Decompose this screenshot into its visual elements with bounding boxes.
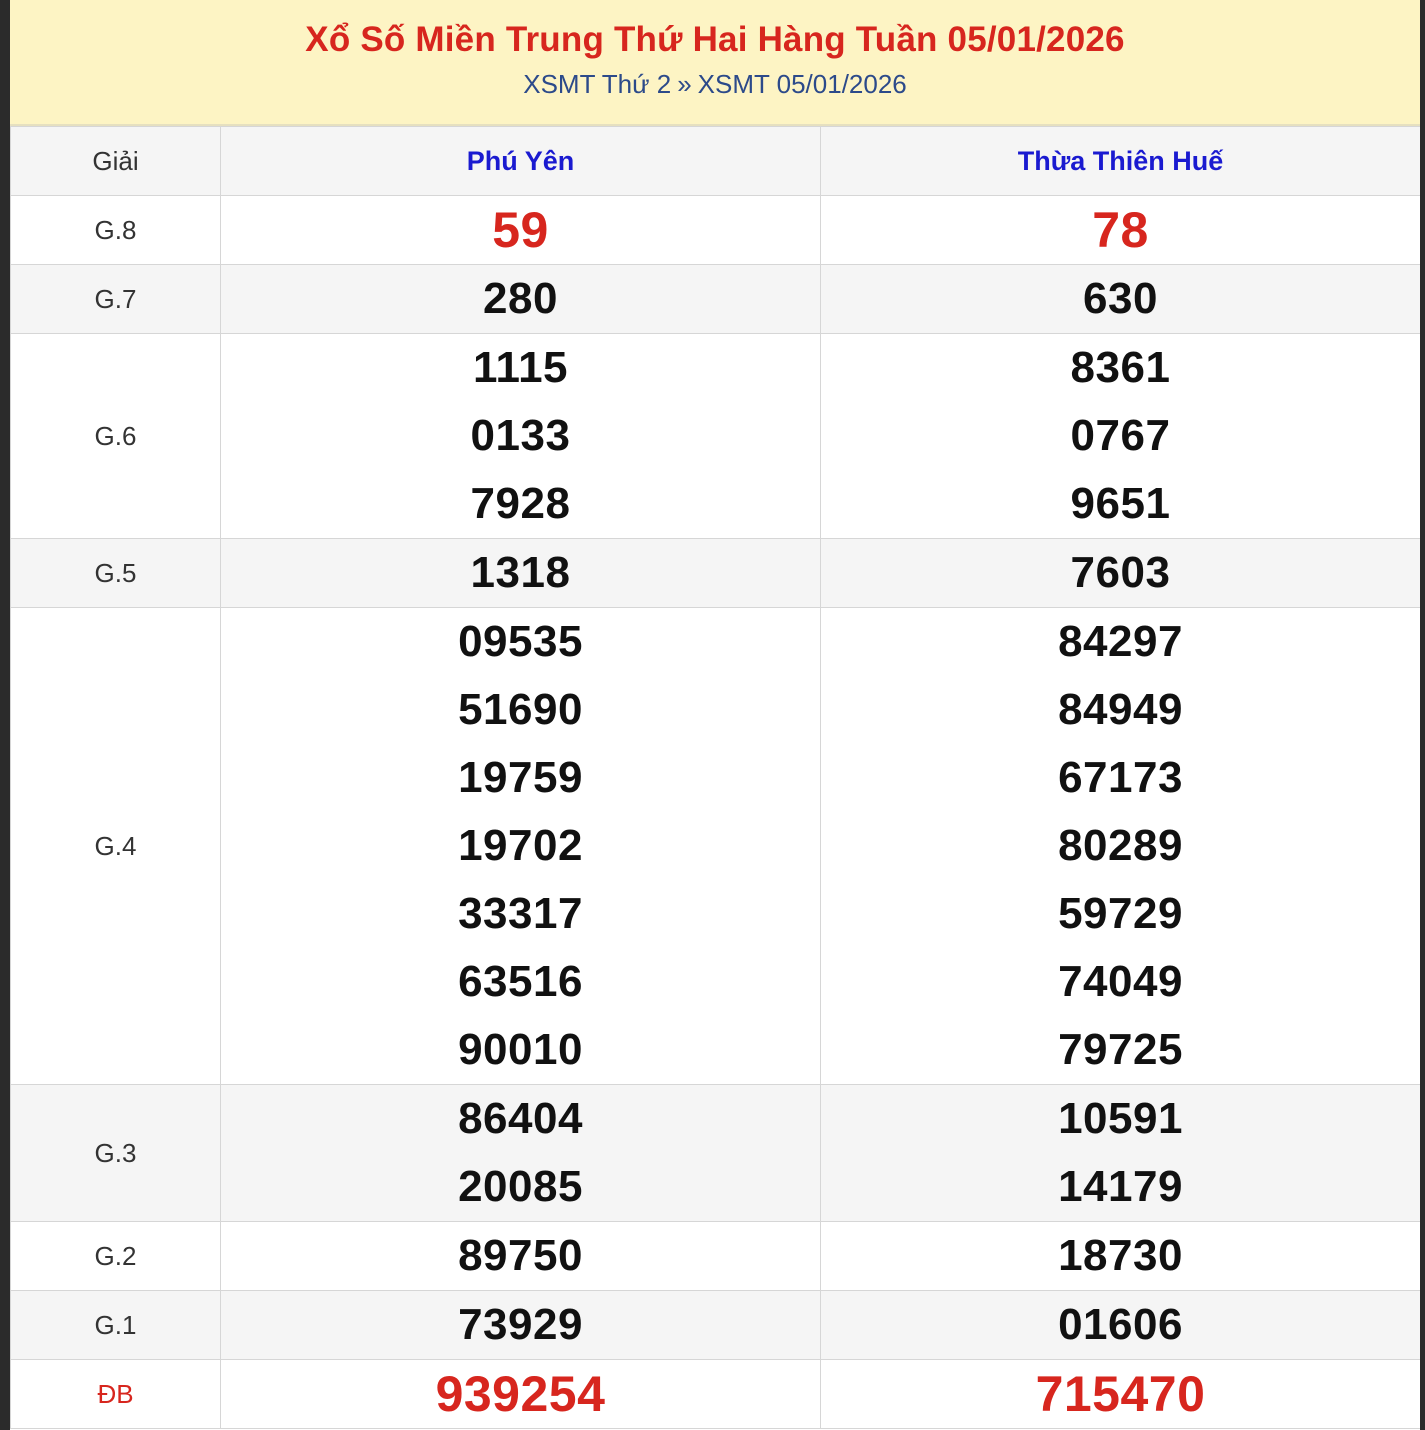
prize-label: G.3 (11, 1085, 221, 1222)
result-number: 84297 (1058, 617, 1183, 666)
result-cell (821, 265, 1421, 334)
breadcrumb-separator: » (677, 69, 692, 99)
result-cell (821, 196, 1421, 265)
result-number: 78 (1092, 202, 1149, 258)
result-cell (821, 539, 1421, 608)
table-header-row (11, 127, 1421, 196)
province-header-thua-thien-hue[interactable]: Thừa Thiên Huế (821, 127, 1421, 196)
table-row-g8 (11, 196, 1421, 265)
prize-label: G.5 (11, 539, 221, 608)
result-number: 84949 (1058, 685, 1183, 734)
result-cell (821, 1291, 1421, 1360)
results-table (10, 126, 1420, 1429)
result-number: 8361 (1070, 343, 1171, 392)
result-cell (821, 334, 1421, 539)
result-number: 9651 (1070, 479, 1171, 528)
result-number: 51690 (458, 685, 583, 734)
result-number: 89750 (458, 1231, 583, 1280)
prize-label: G.1 (11, 1291, 221, 1360)
result-number: 1115 (472, 343, 569, 392)
result-cell (221, 265, 821, 334)
result-cell (221, 1222, 821, 1291)
prize-label: G.4 (11, 608, 221, 1085)
prize-label: G.2 (11, 1222, 221, 1291)
result-number: 63516 (458, 957, 583, 1006)
prize-label: G.6 (11, 334, 221, 539)
result-number: 74049 (1058, 957, 1183, 1006)
result-number: 0767 (1070, 411, 1171, 460)
result-number: 01606 (1058, 1300, 1183, 1349)
province-header-phu-yen[interactable]: Phú Yên (221, 127, 821, 196)
result-number: 59 (492, 202, 549, 258)
result-number: 09535 (458, 617, 583, 666)
special-prize-number: 715470 (1035, 1366, 1206, 1422)
table-row-g3 (11, 1085, 1421, 1222)
result-cell (221, 539, 821, 608)
result-number: 86404 (458, 1094, 583, 1143)
result-number: 7928 (470, 479, 571, 528)
result-cell (221, 334, 821, 539)
result-number: 20085 (458, 1162, 583, 1211)
result-number: 1318 (470, 548, 571, 597)
result-number: 280 (483, 274, 558, 323)
table-row-g2 (11, 1222, 1421, 1291)
table-row-g1 (11, 1291, 1421, 1360)
result-number: 80289 (1058, 821, 1183, 870)
results-page (10, 0, 1420, 1430)
table-row-g6 (11, 334, 1421, 539)
prize-label: G.7 (11, 265, 221, 334)
result-number: 73929 (458, 1300, 583, 1349)
result-cell (821, 1360, 1421, 1429)
result-number: 19759 (458, 753, 583, 802)
result-number: 0133 (470, 411, 571, 460)
table-row-special (11, 1360, 1421, 1429)
prize-label-special: ĐB (11, 1360, 221, 1429)
result-number: 19702 (458, 821, 583, 870)
results-header (10, 0, 1420, 126)
result-number: 14179 (1058, 1162, 1183, 1211)
result-number: 79725 (1058, 1025, 1183, 1074)
result-cell (221, 1085, 821, 1222)
result-number: 33317 (458, 889, 583, 938)
table-row-g4 (11, 608, 1421, 1085)
result-cell (821, 608, 1421, 1085)
prize-label: G.8 (11, 196, 221, 265)
breadcrumb (10, 68, 1420, 100)
result-number: 59729 (1058, 889, 1183, 938)
result-number: 7603 (1070, 548, 1171, 597)
result-number: 630 (1083, 274, 1158, 323)
special-prize-number: 939254 (435, 1366, 606, 1422)
result-number: 67173 (1058, 753, 1183, 802)
result-cell (221, 196, 821, 265)
result-cell (221, 608, 821, 1085)
result-number: 18730 (1058, 1231, 1183, 1280)
breadcrumb-link-thu2[interactable]: XSMT Thứ 2 (523, 69, 672, 99)
prize-column-header: Giải (11, 127, 221, 196)
table-row-g5 (11, 539, 1421, 608)
result-number: 10591 (1058, 1094, 1183, 1143)
result-cell (821, 1085, 1421, 1222)
result-cell (821, 1222, 1421, 1291)
result-cell (221, 1291, 821, 1360)
result-number: 90010 (458, 1025, 583, 1074)
table-row-g7 (11, 265, 1421, 334)
breadcrumb-link-date[interactable]: XSMT 05/01/2026 (697, 69, 907, 99)
page-title: Xổ Số Miền Trung Thứ Hai Hàng Tuần 05/01/2026 (305, 20, 1125, 59)
result-cell (221, 1360, 821, 1429)
